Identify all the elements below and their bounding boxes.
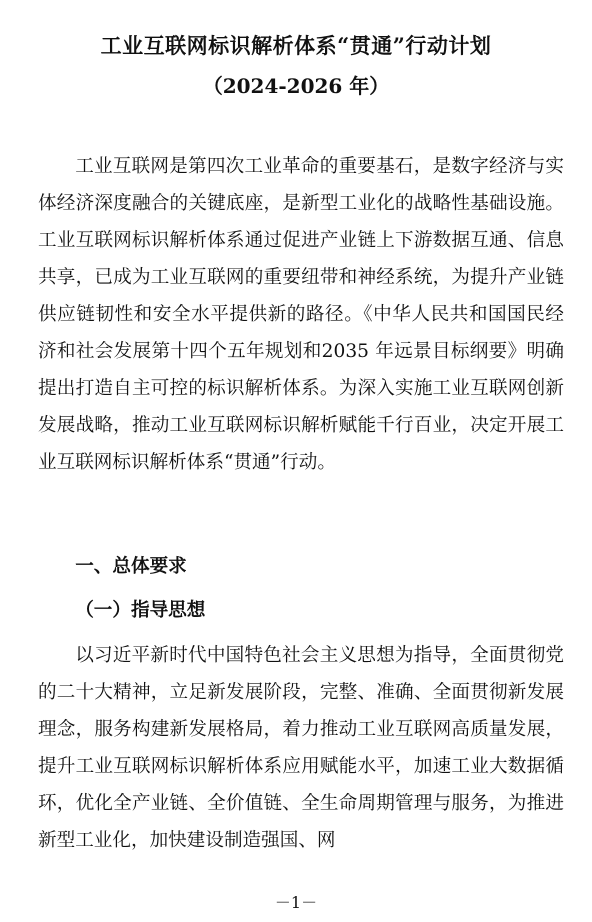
subsection-heading-guiding-ideology: （一）指导思想 (75, 600, 206, 621)
intro-paragraph: 工业互联网是第四次工业革命的重要基石，是数字经济与实体经济深度融合的关键底座，是新型工业化的战略性基础设施。工业互联网标识解析体系通过促进产业链上下游数据互通、信息共享，已成为工业互联网的重要纽带和神经系统，为提升产业链供应链韧性和安全水平提供新的路径。《中华人民共和国国民经济和社会发展第十四个五年规划和2035 年远景目标纲要》明确提出打造自主可控的标识解析体系。为深入实施工业互联网创新发展战略，推动工业互联网标识解析赋能千行百业，决定开展工业互联网标识解析体系“贯通”行动。 (38, 156, 564, 473)
guiding-ideology-paragraph: 以习近平新时代中国特色社会主义思想为指导，全面贯彻党的二十大精神，立足新发展阶段，完整、准确、全面贯彻新发展理念，服务构建新发展格局，着力推动工业互联网高质量发展，提升工业互联网标识解析体系应用赋能水平，加速工业大数据循环，优化全产业链、全价值链、全生命周期管理与服务，为推进新型工业化，加快建设制造强国、网 (38, 645, 564, 851)
document-subtitle: （2024-2026 年） (202, 74, 390, 98)
page-number: －1－ (274, 893, 318, 912)
section-heading-overall-requirements: 一、总体要求 (75, 556, 187, 577)
document-title: 工业互联网标识解析体系“贯通”行动计划 (100, 33, 492, 58)
